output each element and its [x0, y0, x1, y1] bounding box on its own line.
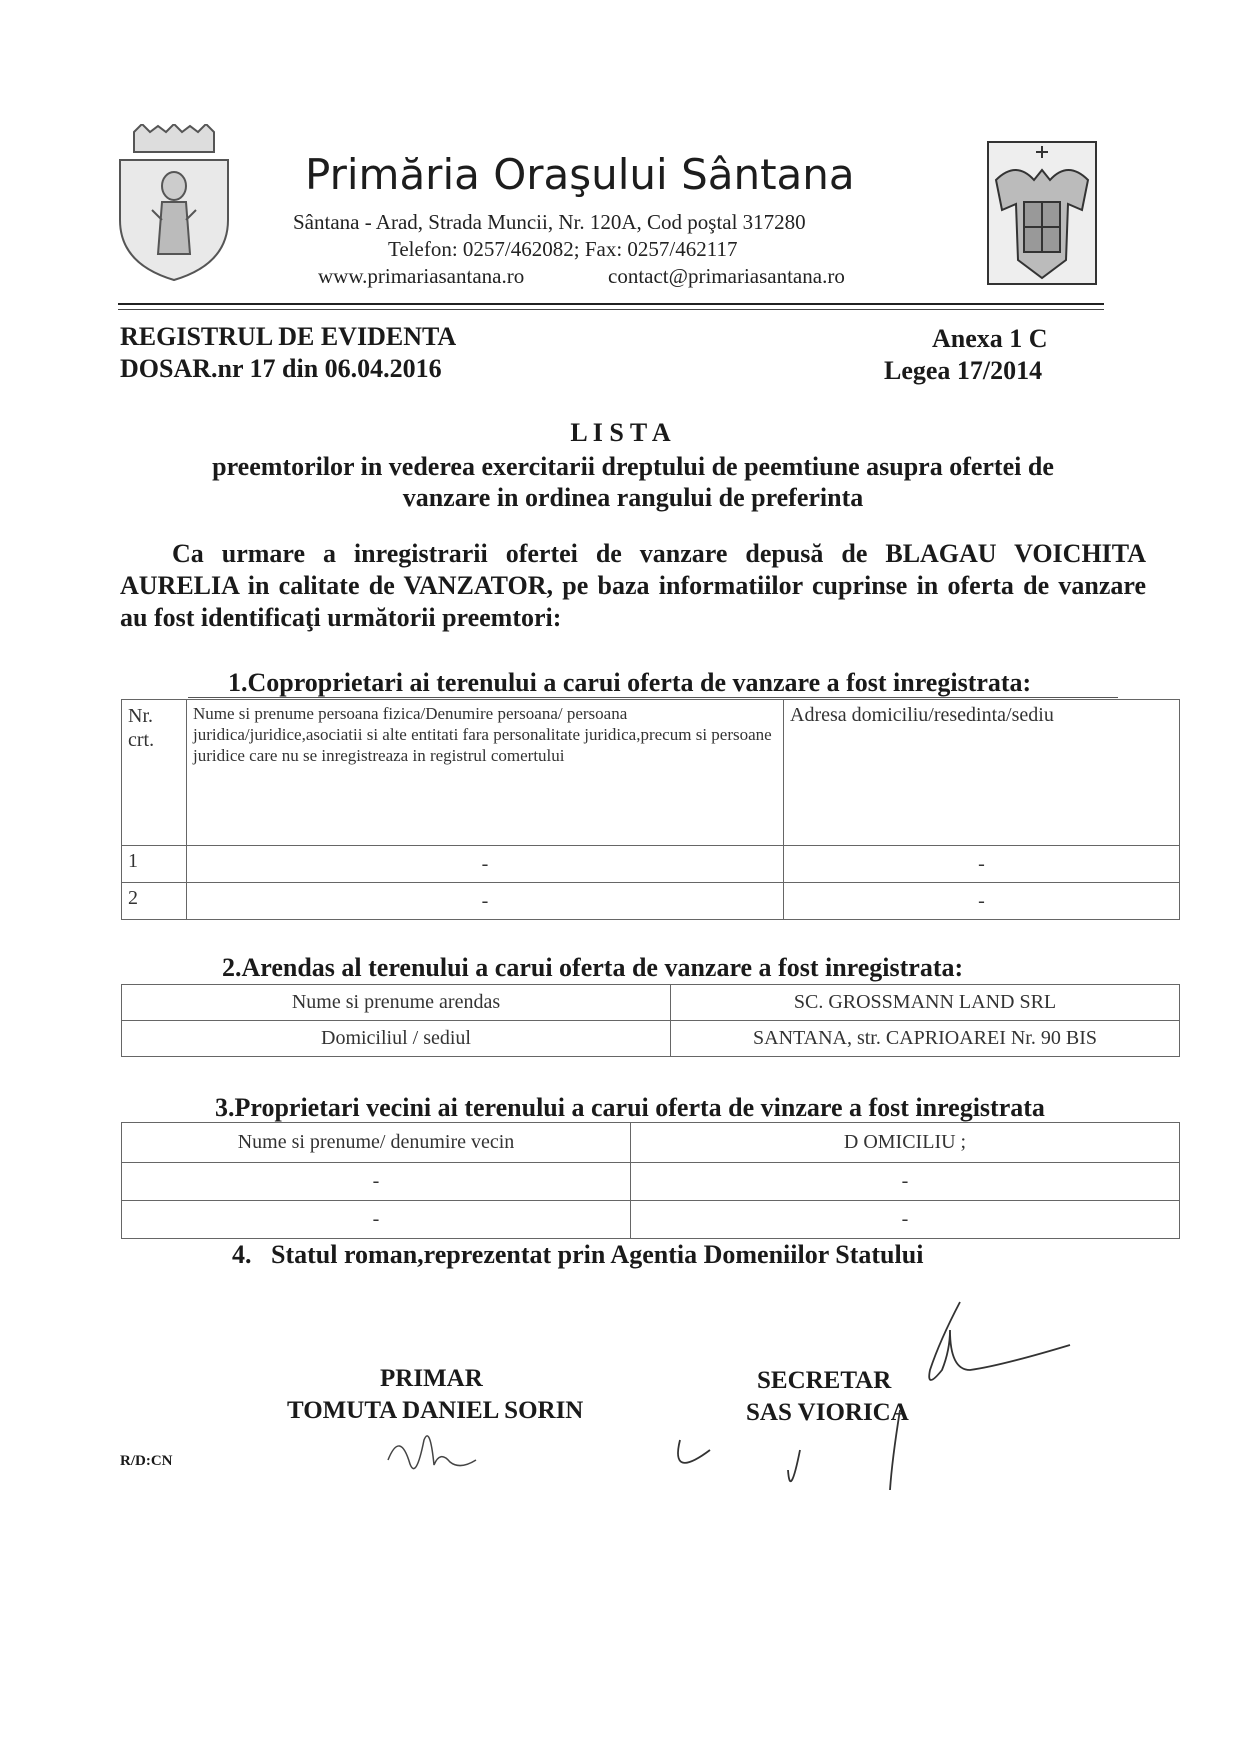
list-subtitle-2: vanzare in ordinea rangului de preferinta — [402, 483, 864, 512]
section1-title: 1.Coproprietari ai terenului a carui oferta de vanzare a fost inregistrata: — [228, 668, 1032, 697]
registry-title: REGISTRUL DE EVIDENTA — [120, 322, 457, 351]
tenant-address-value: SANTANA, str. CAPRIOAREI Nr. 90 BIS — [671, 1021, 1180, 1057]
tenant-name-value: SC. GROSSMANN LAND SRL — [671, 985, 1180, 1021]
mayor-signature — [380, 1420, 490, 1490]
neighbor-address: - — [631, 1201, 1180, 1239]
row-name: - — [187, 883, 784, 920]
dossier-number: DOSAR.nr 17 din 06.04.2016 — [120, 354, 442, 383]
mayor-name: TOMUTA DANIEL SORIN — [287, 1397, 584, 1424]
address-line: Sântana - Arad, Strada Muncii, Nr. 120A, Cod poştal 317280 — [293, 210, 806, 234]
col-name-header: Nume si prenume persoana fizica/Denumire persoana/ persoana juridica/juridice,asociatii si alte entitati fara personalitate juridica,precum si persoane juridice care nu se inregistreaza in registrul comertului — [187, 700, 784, 846]
page-title: Primăria Oraşului Sântana — [305, 150, 855, 199]
col-address-header: Adresa domiciliu/resedinta/sediu — [784, 700, 1180, 846]
neighbor-address: - — [631, 1163, 1180, 1201]
table-row — [122, 1163, 1180, 1201]
secretary-name: SAS VIORICA — [746, 1399, 909, 1426]
col-neighbor-address-header: D OMICILIU ; — [631, 1123, 1180, 1163]
row-name: - — [187, 846, 784, 883]
intro-paragraph — [120, 538, 1146, 634]
row-address: - — [784, 883, 1180, 920]
col-neighbor-name-header: Nume si prenume/ denumire vecin — [122, 1123, 631, 1163]
romania-coat-of-arms-icon — [986, 140, 1098, 286]
email-link[interactable]: contact@primariasantana.ro — [608, 264, 845, 288]
table-row — [122, 883, 1180, 920]
list-title: L I S T A — [570, 418, 671, 447]
neighbor-name: - — [122, 1163, 631, 1201]
tenant-name-label: Nume si prenume arendas — [122, 985, 671, 1021]
law-label: Legea 17/2014 — [884, 356, 1043, 385]
header-divider — [118, 303, 1104, 305]
header-divider-thin — [118, 309, 1104, 310]
secretary-title: SECRETAR — [757, 1367, 892, 1394]
phone-line: Telefon: 0257/462082; Fax: 0257/462117 — [388, 237, 738, 261]
row-nr: 1 — [122, 846, 187, 883]
section1-underline — [188, 697, 1118, 698]
neighbor-name: - — [122, 1201, 631, 1239]
section4-title: 4. Statul roman,reprezentat prin Agentia Domeniilor Statului — [232, 1240, 924, 1269]
city-coat-of-arms-icon — [116, 124, 232, 282]
table-row — [122, 1201, 1180, 1239]
table-row — [122, 846, 1180, 883]
website-link[interactable]: www.primariasantana.ro — [318, 264, 525, 288]
row-address: - — [784, 846, 1180, 883]
coowners-table — [121, 699, 1180, 920]
tenant-address-label: Domiciliul / sediul — [122, 1021, 671, 1057]
footer-code: R/D:CN — [120, 1453, 173, 1469]
intro-text: Ca urmare a inregistrarii ofertei de vanzare depusă de BLAGAU VOICHITA AURELIA in calitate de VANZATOR, pe baza informatiilor cuprinse in oferta de vanzare au fost identificaţi următorii preemtori: — [120, 539, 1146, 632]
neighbors-table — [121, 1122, 1180, 1239]
secretary-signature — [650, 1300, 1080, 1500]
tenant-table — [121, 984, 1180, 1057]
row-nr: 2 — [122, 883, 187, 920]
section3-title: 3.Proprietari vecini ai terenului a carui oferta de vinzare a fost inregistrata — [215, 1093, 1045, 1122]
col-nr-header: Nr. crt. — [122, 700, 187, 846]
list-subtitle-1: preemtorilor in vederea exercitarii dreptului de peemtiune asupra ofertei de — [212, 452, 1054, 481]
section2-title: 2.Arendas al terenului a carui oferta de vanzare a fost inregistrata: — [222, 953, 964, 982]
annex-label: Anexa 1 C — [932, 324, 1048, 353]
mayor-title: PRIMAR — [380, 1365, 483, 1392]
